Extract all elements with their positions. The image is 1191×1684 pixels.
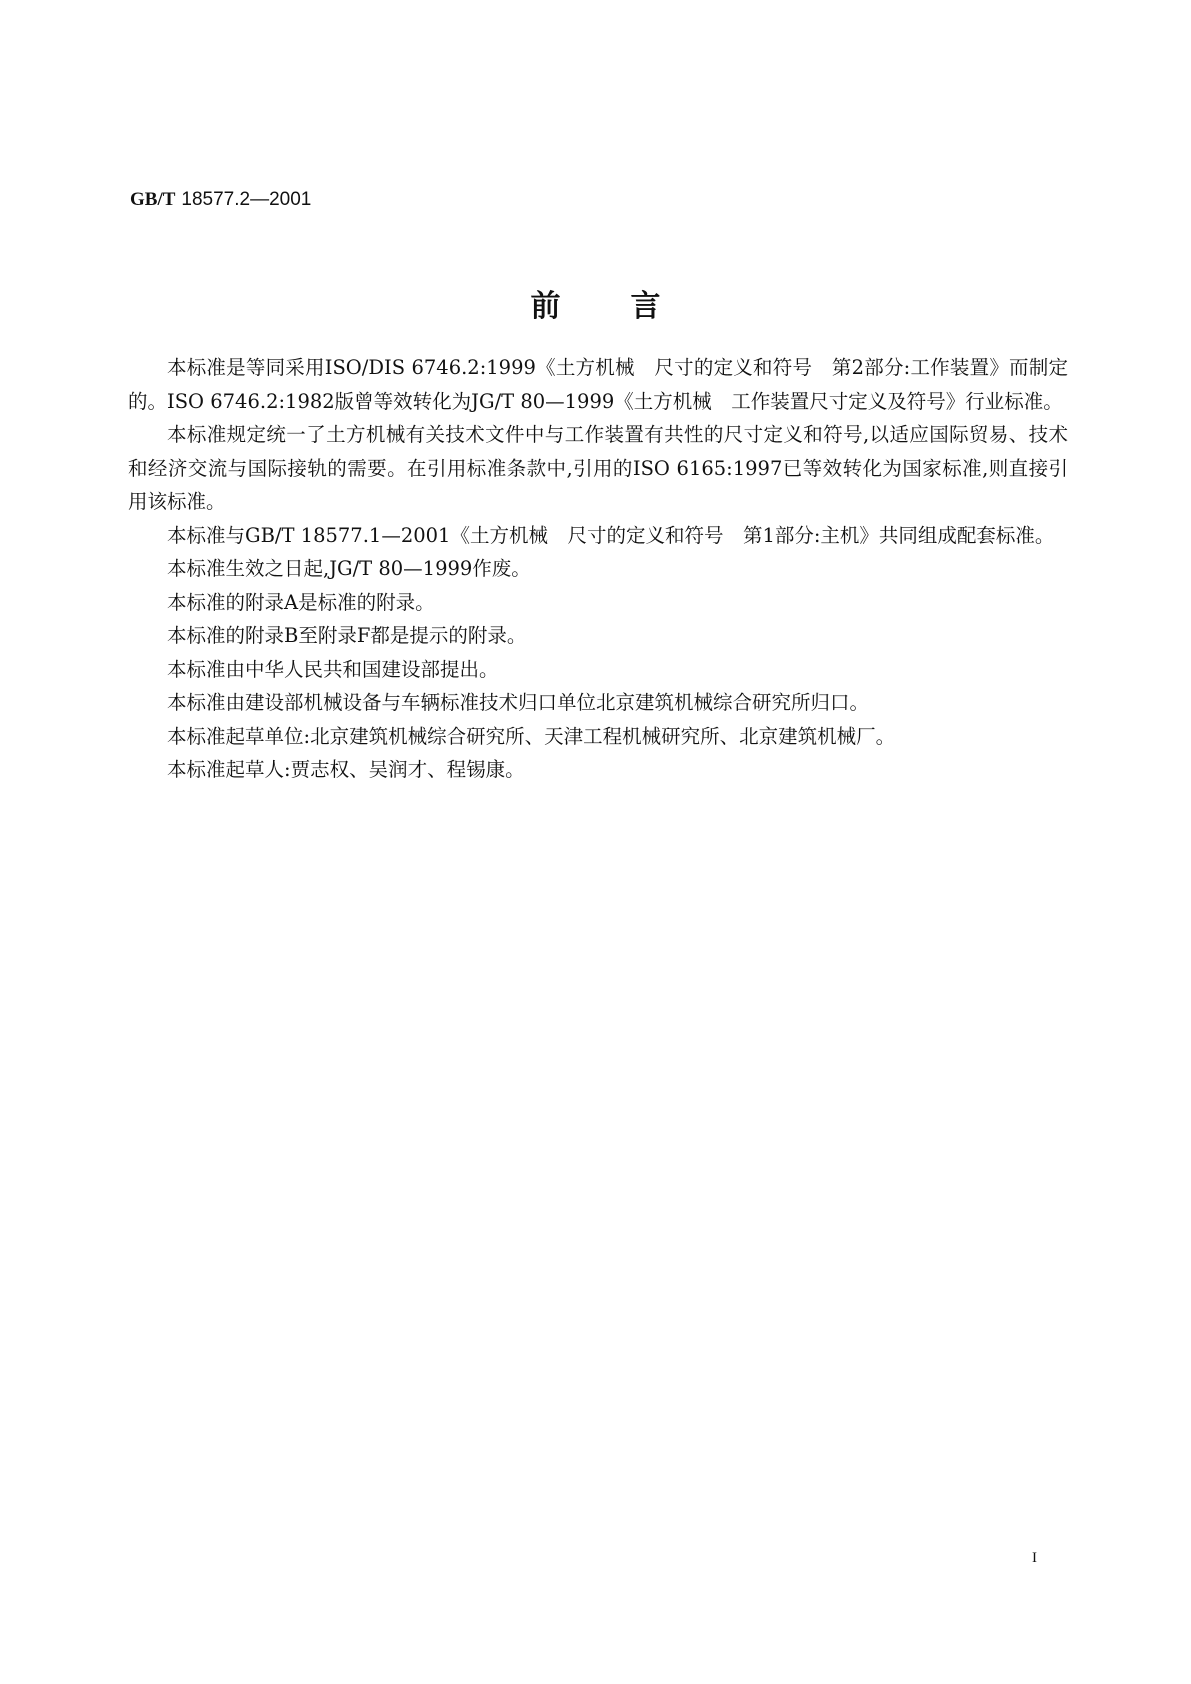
paragraph: 本标准起草人:贾志权、吴润才、程锡康。 [167, 758, 525, 781]
paragraph: 本标准的附录A是标准的附录。 [167, 590, 435, 614]
paragraph: 本标准起草单位:北京建筑机械综合研究所、天津工程机械研究所、北京建筑机械厂。 [167, 724, 896, 748]
paragraph: 本标准的附录B至附录F都是提示的附录。 [167, 624, 527, 647]
page-title: 前言 [530, 289, 731, 324]
standard-code [130, 188, 311, 211]
paragraph: 本标准由建设部机械设备与车辆标准技术归口单位北京建筑机械综合研究所归口。 [167, 691, 870, 714]
foreword-body [128, 351, 1068, 787]
paragraph: 本标准由中华人民共和国建设部提出。 [167, 657, 499, 681]
paragraph: 本标准生效之日起,JG/T 80—1999作废。 [167, 557, 531, 580]
paragraph: 本标准是等同采用ISO/DIS 6746.2:1999《土方机械 尺寸的定义和符号 第2部分:工作装置》而制定的。ISO 6746.2:1982版曾等效转化为JG/T 80—1999《土方机械 工作装置尺寸定义及符号》行业标准。 [128, 356, 1068, 413]
standard-prefix: GB/T [130, 189, 176, 210]
paragraph: 本标准与GB/T 18577.1—2001《土方机械 尺寸的定义和符号 第1部分:主机》共同组成配套标准。 [167, 523, 1055, 547]
standard-number: 18577.2—2001 [181, 189, 312, 210]
paragraph: 本标准规定统一了土方机械有关技术文件中与工作装置有共性的尺寸定义和符号,以适应国际贸易、技术和经济交流与国际接轨的需要。在引用标准条款中,引用的ISO 6165:1997已等效转化为国家标准,则直接引用该标准。 [128, 423, 1068, 513]
page-number: I [1032, 1550, 1037, 1566]
